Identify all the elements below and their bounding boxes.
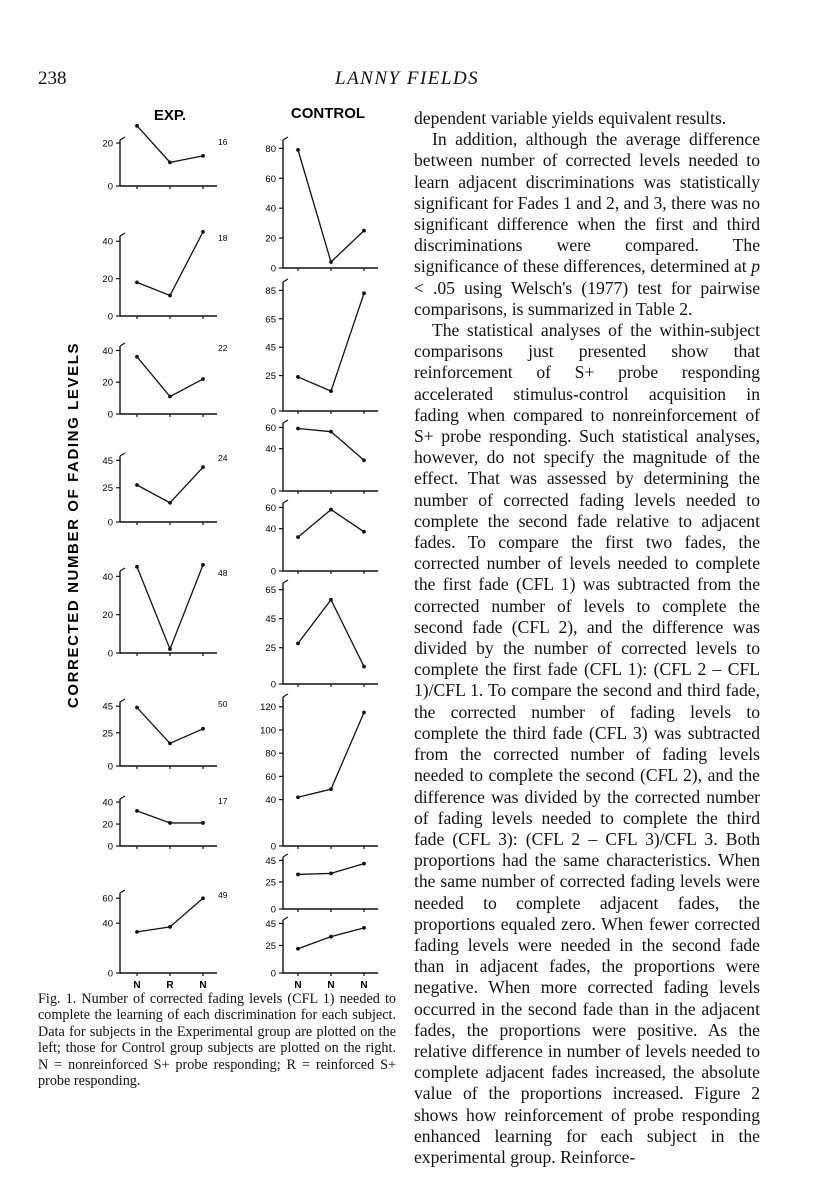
data-point (296, 795, 300, 799)
panel-control-8 (265, 917, 378, 980)
data-point (135, 930, 139, 934)
series-line (137, 565, 203, 649)
y-tick-label: 85 (265, 285, 276, 297)
y-tick-label: 40 (265, 795, 276, 807)
y-tick-label: 0 (107, 409, 113, 421)
data-point (201, 896, 205, 900)
series-line (137, 467, 203, 503)
y-tick-label: 0 (107, 841, 113, 853)
series-line (298, 293, 364, 391)
data-point (168, 925, 172, 929)
x-category-label: N (199, 980, 207, 990)
data-point (201, 154, 205, 158)
x-category-label: R (166, 980, 174, 990)
y-tick-label: 25 (102, 728, 113, 740)
y-tick-label: 40 (265, 444, 276, 456)
axis-cap (120, 890, 125, 893)
y-tick-label: 0 (107, 968, 113, 980)
data-point (201, 821, 205, 825)
y-tick-label: 65 (265, 314, 276, 326)
data-point (135, 483, 139, 487)
y-tick-label: 40 (102, 345, 113, 357)
subject-label: 18 (218, 233, 228, 243)
y-tick-label: 40 (102, 236, 113, 248)
data-point (201, 230, 205, 234)
panel-control-5 (265, 580, 378, 691)
axis-cap (283, 500, 288, 503)
panel-control-6 (260, 694, 378, 853)
y-tick-label: 20 (265, 233, 276, 245)
x-category-label: N (360, 980, 368, 990)
axis-cap (120, 453, 125, 456)
data-point (135, 809, 139, 813)
data-point (168, 647, 172, 651)
y-tick-label: 20 (102, 377, 113, 389)
data-point (296, 873, 300, 877)
data-point (362, 530, 366, 534)
y-tick-label: 60 (265, 173, 276, 185)
data-point (135, 280, 139, 284)
data-point (168, 501, 172, 505)
y-tick-label: 45 (265, 855, 276, 867)
y-tick-label: 0 (107, 311, 113, 323)
data-point (168, 160, 172, 164)
panel-control-4 (265, 500, 378, 578)
y-tick-label: 60 (265, 771, 276, 783)
data-point (329, 389, 333, 393)
subject-label: 17 (218, 796, 228, 806)
page-number: 238 (38, 68, 67, 89)
data-point (329, 787, 333, 791)
y-tick-label: 40 (102, 571, 113, 583)
y-tick-label: 40 (102, 918, 113, 930)
data-point (168, 294, 172, 298)
running-head: LANNY FIELDS (335, 68, 480, 89)
data-point (329, 430, 333, 434)
axis-cap (120, 699, 125, 702)
y-tick-label: 0 (107, 517, 113, 529)
data-point (168, 395, 172, 399)
paragraph-3: The statistical analyses of the within-subject comparisons just presented show that reinforcement of S+ probe responding accelerated stimulus-control acquisition in fading when compared to nonreinforcement of S+ probe responding. Such statistical analyses, however, do not specify the magnitude of the effect. That was assessed by determining the number of corrected fading levels needed to complete the second fade relative to adjacent fades. To compare the first two fades, the corrected number of levels needed to complete the first fade (CFL 1) was subtracted from the corrected number of levels to complete the second fade (CFL 2), and the difference was divided by the number of corrected levels to complete the first fade (CFL 1): (CFL 2 – CFL 1)/CFL 1. To compare the second and third fade, the corrected number of fading levels to complete the third fade (CFL 3) was subtracted from the corrected number of fading levels needed to complete the second (CFL 2), and the difference was divided by the corrected number of fading levels needed to complete the third fade (CFL 3): (CFL 2 – CFL 3)/CFL 3. Both proportions had the same characteristics. When the same number of corrected fading levels were needed to complete adjacent fades, the proportions equaled zero. When fewer corrected fading levels were needed in the second fade than in adjacent fades, the proportions were negative. When more corrected fading levels occurred in the second fade than in the adjacent fades, the proportions were positive. As the relative difference in number of levels needed to complete adjacent fades increased, the absolute value of the proportions increased. Figure 2 shows how reinforcement of probe responding enhanced learning for each subject in the experimental group. Reinforce- (414, 320, 760, 1167)
y-tick-label: 0 (270, 406, 276, 418)
y-tick-label: 80 (265, 748, 276, 760)
data-point (135, 565, 139, 569)
data-point (201, 563, 205, 567)
y-tick-label: 0 (107, 648, 113, 660)
y-tick-label: 100 (260, 725, 276, 737)
y-tick-label: 45 (102, 455, 113, 467)
data-point (135, 706, 139, 710)
axis-cap (120, 137, 125, 140)
y-tick-label: 0 (107, 761, 113, 773)
paragraph-2-part-2: < .05 using Welsch's (1977) test for pairwise comparisons, is summarized in Table 2. (414, 277, 760, 319)
paragraph-2 (414, 129, 760, 320)
subject-label: 22 (218, 343, 228, 353)
y-tick-label: 20 (102, 138, 113, 150)
body-text (414, 108, 760, 1168)
data-point (296, 535, 300, 539)
y-tick-label: 20 (102, 819, 113, 831)
axis-cap (283, 854, 288, 857)
panel-exp-48 (102, 563, 227, 660)
data-point (168, 821, 172, 825)
x-category-label: N (294, 980, 302, 990)
data-point (135, 355, 139, 359)
y-tick-label: 40 (102, 797, 113, 809)
panel-exp-16 (102, 124, 227, 193)
subject-label: 50 (218, 699, 228, 709)
y-tick-label: 20 (102, 610, 113, 622)
y-tick-label: 0 (270, 566, 276, 578)
y-tick-label: 60 (102, 893, 113, 905)
axis-cap (283, 420, 288, 423)
x-category-label: N (327, 980, 335, 990)
data-point (168, 742, 172, 746)
series-line (298, 510, 364, 538)
panels (102, 124, 378, 990)
y-tick-label: 0 (270, 968, 276, 980)
data-point (362, 229, 366, 233)
y-tick-label: 20 (102, 274, 113, 286)
axis-cap (283, 279, 288, 282)
x-category-label: N (133, 980, 141, 990)
panel-control-7 (265, 854, 378, 916)
axis-cap (120, 343, 125, 346)
y-tick-label: 45 (265, 614, 276, 626)
y-tick-label: 0 (270, 679, 276, 691)
data-point (329, 598, 333, 602)
column-title-control: CONTROL (290, 105, 366, 122)
y-tick-label: 120 (260, 702, 276, 714)
series-line (137, 232, 203, 296)
figure-caption: Fig. 1. Number of corrected fading levels (CFL 1) needed to complete the learning of each discrimination for each subject. Data for subjects in the Experimental group are plotted on the left; those for Control group subjects are plotted on the right. N = nonreinforced S+ probe responding; R = reinforced S+ probe responding. (38, 991, 396, 1090)
y-tick-label: 0 (270, 841, 276, 853)
data-point (362, 665, 366, 669)
data-point (329, 871, 333, 875)
p-value-variable: p (751, 256, 760, 277)
y-tick-label: 25 (102, 483, 113, 495)
data-point (362, 458, 366, 462)
y-tick-label: 65 (265, 585, 276, 597)
data-point (135, 124, 139, 128)
y-tick-label: 60 (265, 422, 276, 434)
subject-label: 49 (218, 890, 228, 900)
y-tick-label: 80 (265, 143, 276, 155)
subject-label: 16 (218, 137, 228, 147)
panel-exp-18 (102, 230, 227, 323)
subject-label: 24 (218, 453, 228, 463)
series-line (137, 126, 203, 163)
data-point (296, 947, 300, 951)
panel-exp-50 (102, 699, 227, 773)
axis-cap (120, 233, 125, 236)
data-point (296, 375, 300, 379)
data-point (329, 508, 333, 512)
y-tick-label: 0 (270, 486, 276, 498)
series-line (137, 357, 203, 397)
y-tick-label: 25 (265, 940, 276, 952)
data-point (329, 935, 333, 939)
subject-label: 48 (218, 568, 228, 578)
y-tick-label: 40 (265, 203, 276, 215)
y-tick-label: 25 (265, 877, 276, 889)
data-point (201, 377, 205, 381)
data-point (362, 711, 366, 715)
data-point (296, 148, 300, 152)
panel-control-2 (265, 279, 378, 418)
data-point (296, 427, 300, 431)
data-point (362, 291, 366, 295)
data-point (296, 641, 300, 645)
y-tick-label: 0 (107, 181, 113, 193)
y-tick-label: 40 (265, 524, 276, 536)
panel-exp-22 (102, 343, 227, 421)
panel-exp-17 (102, 796, 227, 853)
y-axis-label: CORRECTED NUMBER OF FADING LEVELS (65, 341, 82, 709)
series-line (298, 600, 364, 667)
y-tick-label: 0 (270, 263, 276, 275)
axis-cap (283, 137, 288, 140)
panel-control-3 (265, 420, 378, 498)
y-tick-label: 45 (265, 342, 276, 354)
y-tick-label: 25 (265, 643, 276, 655)
y-tick-label: 60 (265, 502, 276, 514)
column-title-exp: EXP. (153, 107, 187, 124)
axis-cap (283, 580, 288, 583)
data-point (201, 465, 205, 469)
y-tick-label: 45 (102, 701, 113, 713)
series-line (298, 713, 364, 798)
series-line (298, 150, 364, 262)
y-tick-label: 45 (265, 918, 276, 930)
series-line (137, 708, 203, 744)
data-point (201, 727, 205, 731)
axis-cap (283, 917, 288, 920)
paragraph-2-part-1: In addition, although the average difference between number of corrected levels needed to learn adjacent discriminations was statistically significant for Fades 1 and 2, and 3, there was no significant difference when the first and third discriminations were compared. The significance of these differences, determined at (414, 129, 760, 277)
panel-exp-24 (102, 453, 227, 529)
paragraph-1: dependent variable yields equivalent results. (414, 108, 727, 128)
data-point (329, 260, 333, 264)
data-point (362, 862, 366, 866)
y-tick-label: 0 (270, 904, 276, 916)
data-point (362, 926, 366, 930)
panel-control-1 (265, 137, 378, 275)
y-tick-label: 25 (265, 371, 276, 383)
axis-cap (283, 694, 288, 697)
axis-cap (120, 568, 125, 571)
panel-exp-49 (102, 890, 227, 980)
axis-cap (120, 796, 125, 799)
